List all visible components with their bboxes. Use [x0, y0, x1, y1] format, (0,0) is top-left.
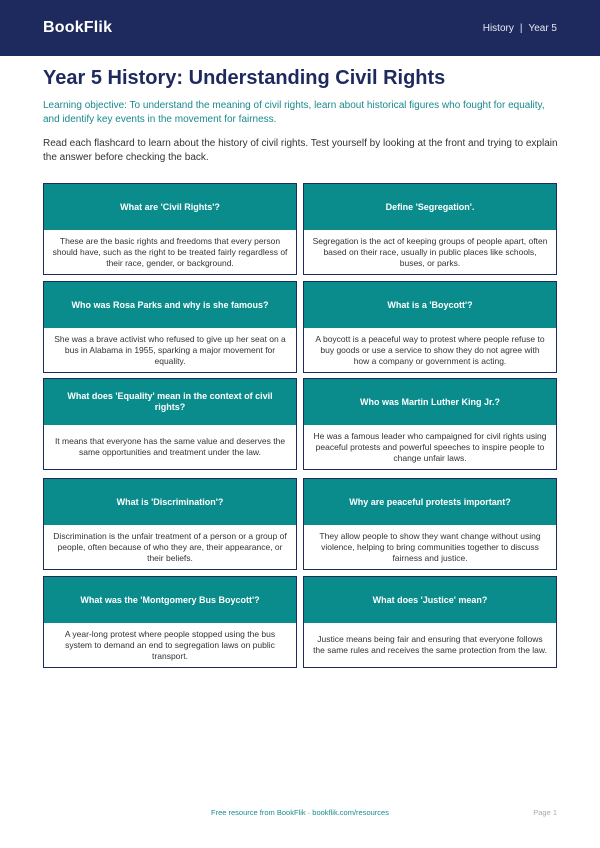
flashcard-back: Segregation is the act of keeping groups of people apart, often based on their race, usually in public places like schools, buses, or parks.	[312, 235, 548, 268]
flashcard-back: A boycott is a peaceful way to protest where people refuse to buy goods or use a service to show they do not agree with how a company or government is acting.	[315, 333, 545, 366]
flashcard[interactable]	[303, 576, 557, 668]
flashcard[interactable]	[43, 576, 297, 668]
flashcard-front: What is a 'Boycott'?	[304, 282, 556, 328]
breadcrumb-year[interactable]: Year 5	[528, 22, 557, 34]
flashcard-back: Justice means being fair and ensuring that everyone follows the same rules and receives the same protection from the law.	[313, 634, 547, 655]
learning-objective: Learning objective: To understand the meaning of civil rights, learn about historical figures who fought for equality, and identify key events in the movement for fairness.	[43, 100, 545, 125]
flashcard-front: Why are peaceful protests important?	[304, 479, 556, 525]
flashcard[interactable]	[303, 378, 557, 470]
flashcard-front: What does 'Equality' mean in the context of civil rights?	[44, 379, 296, 425]
flashcard-back: It means that everyone has the same value and deserves the same opportunities and treatment under the law.	[54, 436, 286, 457]
flashcard-back: They allow people to show they want change without using violence, helping to bring communities together to discuss fairness and justice.	[319, 530, 541, 563]
flashcard-back: These are the basic rights and freedoms that every person should have, such as the right to be treated fairly regardless of their race, gender, or background.	[52, 235, 288, 268]
flashcard-back: Discrimination is the unfair treatment of a person or a group of people, often because of who they are, their appearance, or their beliefs.	[53, 530, 287, 563]
flashcard[interactable]	[303, 183, 557, 275]
flashcard-front: What are 'Civil Rights'?	[44, 184, 296, 230]
flashcard[interactable]	[43, 183, 297, 275]
flashcard[interactable]	[43, 478, 297, 570]
page-title: Year 5 History: Understanding Civil Rights	[43, 67, 446, 89]
footer-link[interactable]: Free resource from BookFlik · bookflik.com/resources	[211, 808, 389, 817]
flashcard-back: He was a famous leader who campaigned for civil rights using peaceful protests and powerful speeches to inspire people to change unfair laws.	[313, 430, 547, 463]
intro-text: Read each flashcard to learn about the history of civil rights. Test yourself by looking at the front and trying to explain the answer before checking the back.	[43, 138, 558, 163]
flashcard[interactable]	[303, 281, 557, 373]
flashcard-back: A year-long protest where people stopped using the bus system to demand an end to segregation laws on public transport.	[64, 628, 276, 661]
flashcard-front: What is 'Discrimination'?	[44, 479, 296, 525]
footer	[0, 808, 600, 822]
flashcard-front: What was the 'Montgomery Bus Boycott'?	[44, 577, 296, 623]
breadcrumb	[483, 23, 557, 34]
flashcard[interactable]	[43, 378, 297, 470]
flashcard-front: Define 'Segregation'.	[304, 184, 556, 230]
header-bar	[0, 0, 600, 56]
page-number: Page 1	[533, 808, 557, 817]
flashcard[interactable]	[43, 281, 297, 373]
breadcrumb-subject[interactable]: History	[482, 22, 514, 34]
brand-logo[interactable]: BookFlik	[43, 19, 113, 36]
flashcard-front: Who was Martin Luther King Jr.?	[304, 379, 556, 425]
flashcard-front: What does 'Justice' mean?	[304, 577, 556, 623]
breadcrumb-separator: |	[519, 22, 523, 34]
flashcard[interactable]	[303, 478, 557, 570]
flashcard-front: Who was Rosa Parks and why is she famous?	[44, 282, 296, 328]
flashcard-back: She was a brave activist who refused to give up her seat on a bus in Alabama in 1955, sparking a major movement for equality.	[54, 333, 286, 366]
